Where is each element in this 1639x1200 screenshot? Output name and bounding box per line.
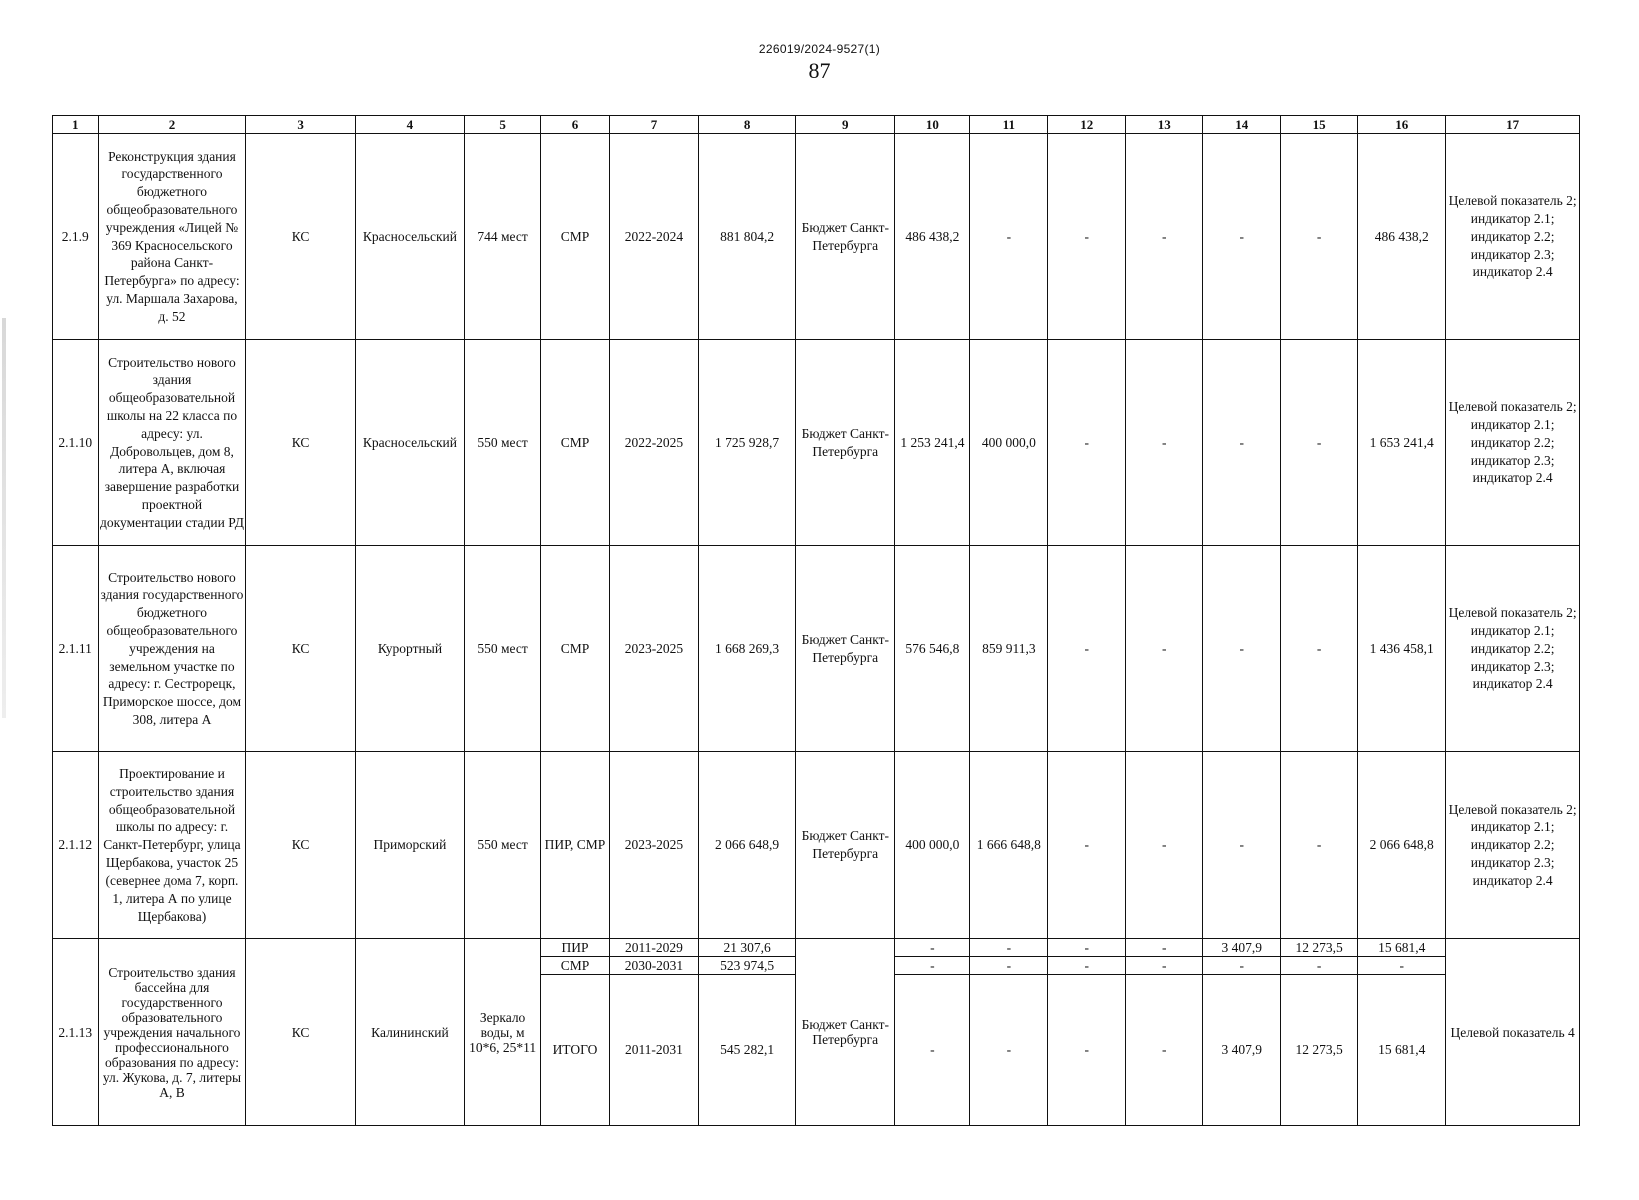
year-value: 400 000,0 (970, 340, 1048, 546)
year-value: - (895, 975, 970, 1126)
capacity: 550 мест (465, 340, 541, 546)
col-header: 5 (465, 116, 541, 134)
year-value: 12 273,5 (1281, 975, 1358, 1126)
total-value: 2 066 648,8 (1358, 752, 1446, 939)
funding-source: Бюджет Санкт-Петербурга (796, 939, 895, 1126)
header-row (53, 116, 1580, 134)
year-value: - (1203, 957, 1281, 975)
year-value: 12 273,5 (1281, 939, 1358, 957)
row-number: 2.1.12 (53, 752, 99, 939)
col-header: 15 (1281, 116, 1358, 134)
estimated-cost: 2 066 648,9 (698, 752, 795, 939)
total-value: 1 436 458,1 (1358, 546, 1446, 752)
indicators: Целевой показатель 2; индикатор 2.1; индикатор 2.2; индикатор 2.3; индикатор 2.4 (1446, 546, 1580, 752)
object-type: КС (246, 939, 355, 1126)
work-type: СМР (541, 340, 610, 546)
year-value: - (1126, 546, 1203, 752)
col-header: 3 (246, 116, 355, 134)
col-header: 9 (796, 116, 895, 134)
col-header: 4 (355, 116, 464, 134)
col-header: 14 (1203, 116, 1281, 134)
row-number: 2.1.11 (53, 546, 99, 752)
funding-source: Бюджет Санкт-Петербурга (796, 134, 895, 340)
year-value: - (1203, 134, 1281, 340)
total-value: 15 681,4 (1358, 975, 1446, 1126)
district: Красносельский (355, 134, 464, 340)
funding-source: Бюджет Санкт-Петербурга (796, 340, 895, 546)
estimated-cost: 21 307,6 (698, 939, 795, 957)
estimated-cost: 545 282,1 (698, 975, 795, 1126)
indicators: Целевой показатель 2; индикатор 2.1; индикатор 2.2; индикатор 2.3; индикатор 2.4 (1446, 134, 1580, 340)
estimated-cost: 523 974,5 (698, 957, 795, 975)
capacity: 550 мест (465, 752, 541, 939)
year-value: - (970, 939, 1048, 957)
work-type: ИТОГО (541, 975, 610, 1126)
year-value: 859 911,3 (970, 546, 1048, 752)
year-value: - (1126, 752, 1203, 939)
year-value: - (970, 134, 1048, 340)
row-number: 2.1.10 (53, 340, 99, 546)
col-header: 11 (970, 116, 1048, 134)
year-value: - (1126, 134, 1203, 340)
program-table (52, 115, 1580, 1126)
col-header: 6 (541, 116, 610, 134)
object-name: Строительство нового здания государственного бюджетного общеобразовательного учреждения на земельном участке по адресу: г. Сестрорецк, Приморское шоссе, дом 308, литера А (98, 546, 246, 752)
year-value: - (1048, 134, 1126, 340)
table-row (53, 134, 1580, 340)
indicators: Целевой показатель 2; индикатор 2.1; индикатор 2.2; индикатор 2.3; индикатор 2.4 (1446, 752, 1580, 939)
period: 2023-2025 (609, 752, 698, 939)
period: 2022-2025 (609, 340, 698, 546)
total-value: - (1358, 957, 1446, 975)
year-value: - (1281, 957, 1358, 975)
object-type: КС (246, 340, 355, 546)
total-value: 15 681,4 (1358, 939, 1446, 957)
table-row (53, 546, 1580, 752)
year-value: - (1048, 340, 1126, 546)
year-value: 1 253 241,4 (895, 340, 970, 546)
year-value: 486 438,2 (895, 134, 970, 340)
year-value: - (1203, 752, 1281, 939)
table-row (53, 340, 1580, 546)
row-number: 2.1.13 (53, 939, 99, 1126)
capacity: 550 мест (465, 546, 541, 752)
year-value: - (895, 939, 970, 957)
object-type: КС (246, 546, 355, 752)
period: 2022-2024 (609, 134, 698, 340)
work-type: ПИР (541, 939, 610, 957)
period: 2030-2031 (609, 957, 698, 975)
capacity: 744 мест (465, 134, 541, 340)
col-header: 16 (1358, 116, 1446, 134)
year-value: - (1281, 546, 1358, 752)
col-header: 10 (895, 116, 970, 134)
estimated-cost: 1 725 928,7 (698, 340, 795, 546)
funding-source: Бюджет Санкт-Петербурга (796, 752, 895, 939)
work-type: ПИР, СМР (541, 752, 610, 939)
work-type: СМР (541, 957, 610, 975)
document-id: 226019/2024-9527(1) (758, 42, 881, 56)
col-header: 8 (698, 116, 795, 134)
year-value: - (1048, 975, 1126, 1126)
period: 2023-2025 (609, 546, 698, 752)
year-value: - (895, 957, 970, 975)
year-value: - (1126, 975, 1203, 1126)
estimated-cost: 1 668 269,3 (698, 546, 795, 752)
year-value: - (1281, 340, 1358, 546)
indicators: Целевой показатель 4 (1446, 939, 1580, 1126)
district: Курортный (355, 546, 464, 752)
work-type: СМР (541, 134, 610, 340)
year-value: - (1281, 134, 1358, 340)
object-type: КС (246, 134, 355, 340)
period: 2011-2031 (609, 975, 698, 1126)
year-value: - (1048, 752, 1126, 939)
period: 2011-2029 (609, 939, 698, 957)
district: Калининский (355, 939, 464, 1126)
work-type: СМР (541, 546, 610, 752)
total-value: 1 653 241,4 (1358, 340, 1446, 546)
col-header: 1 (53, 116, 99, 134)
scan-edge-shadow (2, 318, 6, 718)
capacity: Зеркало воды, м 10*6, 25*11 (465, 939, 541, 1126)
indicators: Целевой показатель 2; индикатор 2.1; индикатор 2.2; индикатор 2.3; индикатор 2.4 (1446, 340, 1580, 546)
col-header: 7 (609, 116, 698, 134)
year-value: 1 666 648,8 (970, 752, 1048, 939)
estimated-cost: 881 804,2 (698, 134, 795, 340)
col-header: 13 (1126, 116, 1203, 134)
year-value: 576 546,8 (895, 546, 970, 752)
year-value: 400 000,0 (895, 752, 970, 939)
col-header: 17 (1446, 116, 1580, 134)
funding-source: Бюджет Санкт-Петербурга (796, 546, 895, 752)
year-value: - (1048, 957, 1126, 975)
col-header: 12 (1048, 116, 1126, 134)
object-name: Строительство нового здания общеобразовательной школы на 22 класса по адресу: ул. Добровольцев, дом 8, литера А, включая завершение разработки проектной документации стадии РД (98, 340, 246, 546)
page-number: 87 (808, 58, 831, 83)
year-value: - (1048, 546, 1126, 752)
object-name: Строительство здания бассейна для государственного образовательного учреждения начального профессионального образования по адресу: ул. Жукова, д. 7, литеры А, В (98, 939, 246, 1126)
district: Приморский (355, 752, 464, 939)
year-value: 3 407,9 (1203, 939, 1281, 957)
year-value: - (1281, 752, 1358, 939)
object-name: Проектирование и строительство здания общеобразовательной школы по адресу: г. Санкт-Петербург, улица Щербакова, участок 25 (севернее дома 7, корп. 1, литера А по улице Щербакова) (98, 752, 246, 939)
year-value: - (970, 957, 1048, 975)
col-header: 2 (98, 116, 246, 134)
object-type: КС (246, 752, 355, 939)
table-row (53, 752, 1580, 939)
year-value: - (1126, 939, 1203, 957)
table-row (53, 939, 1580, 957)
year-value: - (1203, 340, 1281, 546)
year-value: - (1126, 957, 1203, 975)
object-name: Реконструкция здания государственного бюджетного общеобразовательного учреждения «Лицей № 369 Красносельского района Санкт-Петербурга» по адресу: ул. Маршала Захарова, д. 52 (98, 134, 246, 340)
year-value: 3 407,9 (1203, 975, 1281, 1126)
year-value: - (1048, 939, 1126, 957)
row-number: 2.1.9 (53, 134, 99, 340)
district: Красносельский (355, 340, 464, 546)
total-value: 486 438,2 (1358, 134, 1446, 340)
year-value: - (1203, 546, 1281, 752)
year-value: - (970, 975, 1048, 1126)
year-value: - (1126, 340, 1203, 546)
